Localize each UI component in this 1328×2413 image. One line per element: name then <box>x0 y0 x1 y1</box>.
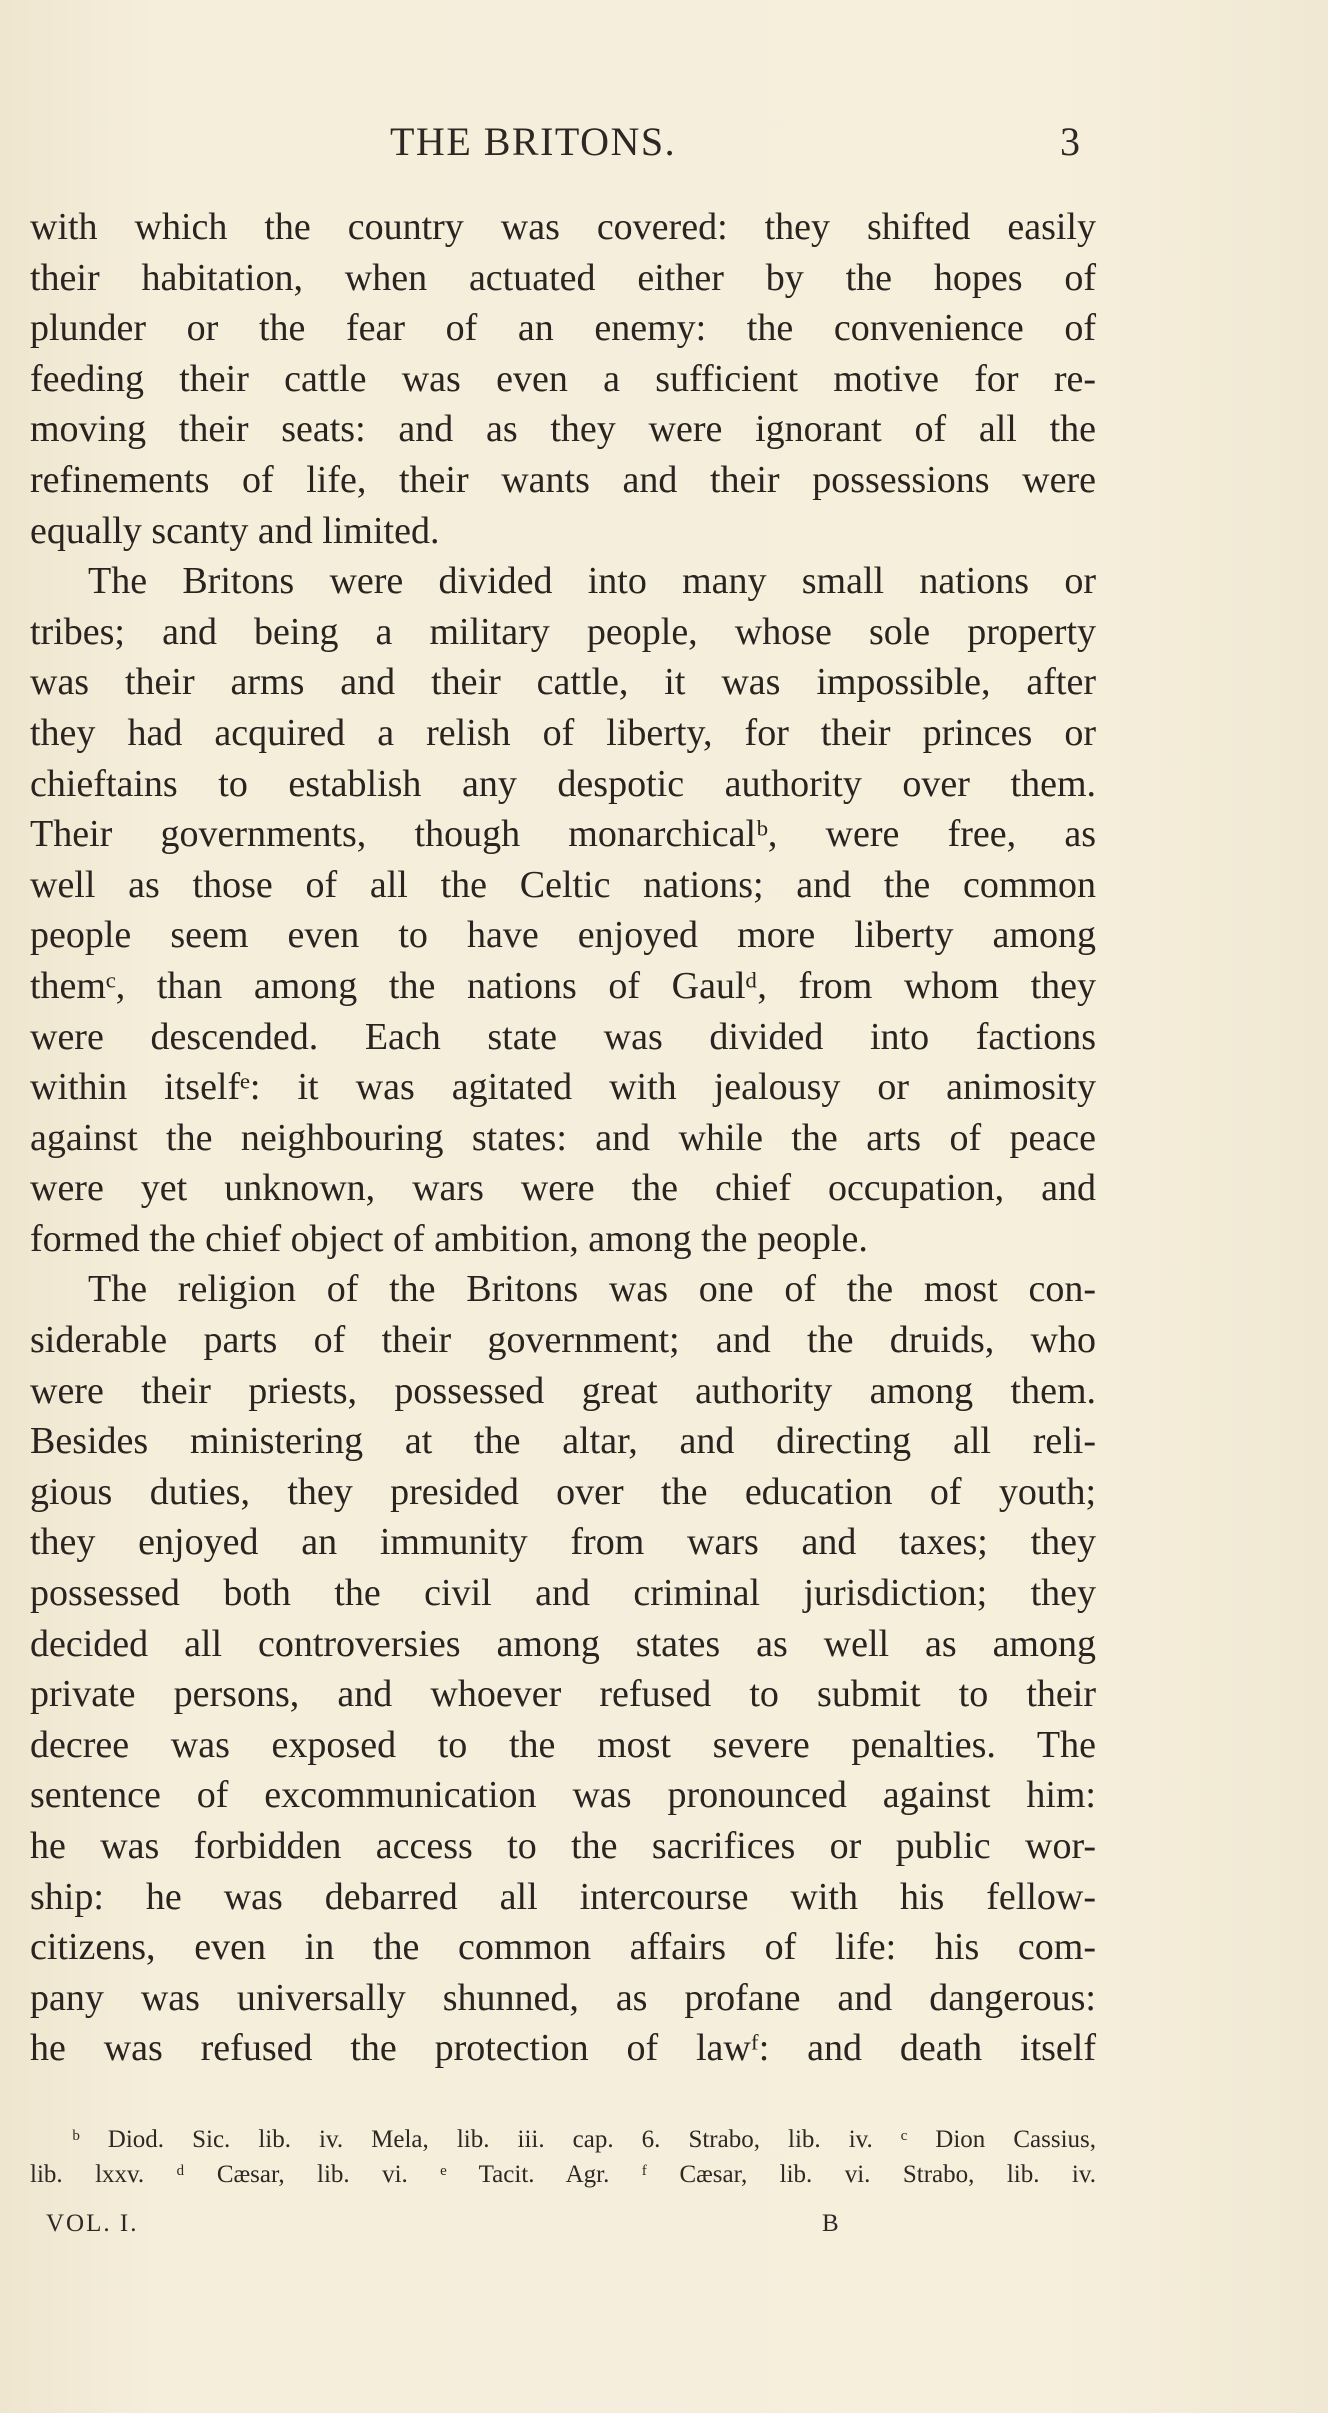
footnotes <box>30 2122 1096 2192</box>
footnote-line: ᵇ Diod. Sic. lib. iv. Mela, lib. iii. cap. 6. Strabo, lib. iv. ᶜ Dion Cassius, <box>72 2126 1096 2153</box>
text-line: gious duties, they presided over the education of youth; <box>30 1470 1096 1513</box>
text-line: plunder or the fear of an enemy: the convenience of <box>30 307 1096 350</box>
body-text <box>30 202 1096 2074</box>
running-title: THE BRITONS. <box>390 119 677 164</box>
text-line: refinements of life, their wants and their possessions were <box>30 458 1096 501</box>
text-line: pany was universally shunned, as profane and dangerous: <box>30 1976 1096 2019</box>
text-line: ship: he was debarred all intercourse with his fellow- <box>30 1875 1096 1918</box>
text-line: they enjoyed an immunity from wars and taxes; they <box>30 1521 1096 1564</box>
text-line: Besides ministering at the altar, and directing all reli- <box>30 1420 1096 1463</box>
text-line: were descended. Each state was divided into factions <box>30 1015 1096 1058</box>
text-line: chieftains to establish any despotic authority over them. <box>30 762 1096 805</box>
text-line: were yet unknown, wars were the chief occupation, and <box>30 1167 1096 1210</box>
text-line: tribes; and being a military people, whose sole property <box>30 610 1096 653</box>
text-line: siderable parts of their government; and the druids, who <box>30 1319 1096 1362</box>
page-number: 3 <box>1060 119 1080 164</box>
signature-line <box>0 2210 1328 2250</box>
text-line: equally scanty and limited. <box>30 509 440 552</box>
text-line: people seem even to have enjoyed more liberty among <box>30 914 1096 957</box>
text-line: feeding their cattle was even a sufficient motive for re- <box>30 357 1096 400</box>
text-line: decided all controversies among states as well as among <box>30 1622 1096 1665</box>
text-line: they had acquired a relish of liberty, for their princes or <box>30 711 1096 754</box>
text-line: he was refused the protection of lawᶠ: and death itself <box>30 2027 1096 2070</box>
text-line: he was forbidden access to the sacrifices or public wor- <box>30 1825 1096 1867</box>
text-line: against the neighbouring states: and while the arts of peace <box>30 1116 1096 1159</box>
paragraph-start-line: The religion of the Britons was one of the most con- <box>88 1268 1096 1311</box>
text-line: private persons, and whoever refused to submit to their <box>30 1673 1096 1716</box>
text-line: their habitation, when actuated either by the hopes of <box>30 256 1096 299</box>
text-line: sentence of excommunication was pronounced against him: <box>30 1774 1096 1817</box>
text-line: were their priests, possessed great authority among them. <box>30 1369 1096 1412</box>
text-line: decree was exposed to the most severe penalties. The <box>30 1723 1096 1766</box>
text-line: possessed both the civil and criminal jurisdiction; they <box>30 1572 1096 1615</box>
text-line: formed the chief object of ambition, among the people. <box>30 1217 868 1260</box>
signature-mark: B <box>822 2210 839 2237</box>
text-line: citizens, even in the common affairs of life: his com- <box>30 1926 1096 1969</box>
text-line: within itselfᵉ: it was agitated with jealousy or animosity <box>30 1066 1096 1109</box>
paragraph-start-line: The Britons were divided into many small nations or <box>88 560 1096 603</box>
text-line: themᶜ, than among the nations of Gaulᵈ, from whom they <box>30 964 1096 1007</box>
text-line: Their governments, though monarchicalᵇ, were free, as <box>30 813 1096 856</box>
text-line: with which the country was covered: they shifted easily <box>30 206 1096 248</box>
text-line: was their arms and their cattle, it was impossible, after <box>30 661 1096 704</box>
text-line: well as those of all the Celtic nations; and the common <box>30 863 1096 906</box>
text-line: moving their seats: and as they were ignorant of all the <box>30 408 1096 451</box>
footnote-line: lib. lxxv. ᵈ Cæsar, lib. vi. ᵉ Tacit. Agr. ᶠ Cæsar, lib. vi. Strabo, lib. iv. <box>30 2161 1096 2188</box>
volume-mark: VOL. I. <box>46 2210 139 2237</box>
running-head <box>0 118 1328 178</box>
